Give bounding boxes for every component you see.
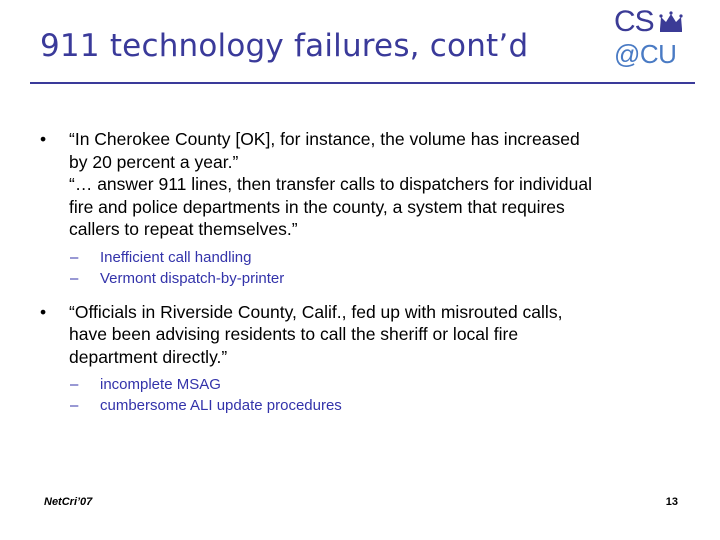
subitem-text: incomplete MSAG [100, 376, 221, 393]
bullet-marker: • [40, 129, 47, 149]
bullet-line: have been advising residents to call the sheriff or local fire [69, 324, 519, 344]
dash-marker: – [70, 397, 79, 414]
crown-icon [658, 11, 684, 33]
subitem [70, 374, 700, 395]
subitem-text: Inefficient call handling [100, 248, 252, 266]
dash-marker: – [70, 248, 79, 266]
bullet-line: department directly.” [69, 346, 228, 367]
subitem-list [40, 247, 700, 289]
footer-conference: NetCri’07 [44, 496, 93, 508]
bullet-line: fire and police departments in the county, a system that requires [69, 196, 565, 217]
bullet-line: “Officials in Riverside County, Calif., fed up with misrouted calls, [69, 301, 563, 322]
slide-title: 911 technology failures, cont’d [40, 28, 529, 64]
subitem [70, 395, 700, 416]
logo-cs-text: CS [614, 5, 654, 38]
subitem [70, 268, 700, 289]
logo-cu-text: @CU [614, 39, 677, 69]
subitem-text: cumbersome ALI update procedures [100, 397, 342, 414]
dash-marker: – [70, 376, 79, 393]
bullet-line: “… answer 911 lines, then transfer calls to dispatchers for individual [69, 174, 592, 194]
bullet-line: “In Cherokee County [OK], for instance, the volume has increased [69, 129, 580, 149]
subitem [70, 247, 700, 268]
footer-page-number: 13 [665, 496, 678, 508]
cs-cu-logo [608, 6, 688, 72]
bullet-riverside [40, 301, 700, 369]
bullet-line: by 20 percent a year.” [69, 151, 239, 172]
bullet-marker: • [40, 301, 47, 322]
dash-marker: – [70, 269, 79, 287]
bullet-line: callers to repeat themselves.” [69, 219, 298, 239]
subitem-text: Vermont dispatch-by-printer [100, 269, 285, 287]
bullet-cherokee [40, 128, 700, 241]
title-divider [30, 82, 695, 84]
slide-body [40, 128, 700, 416]
subitem-list [40, 374, 700, 416]
